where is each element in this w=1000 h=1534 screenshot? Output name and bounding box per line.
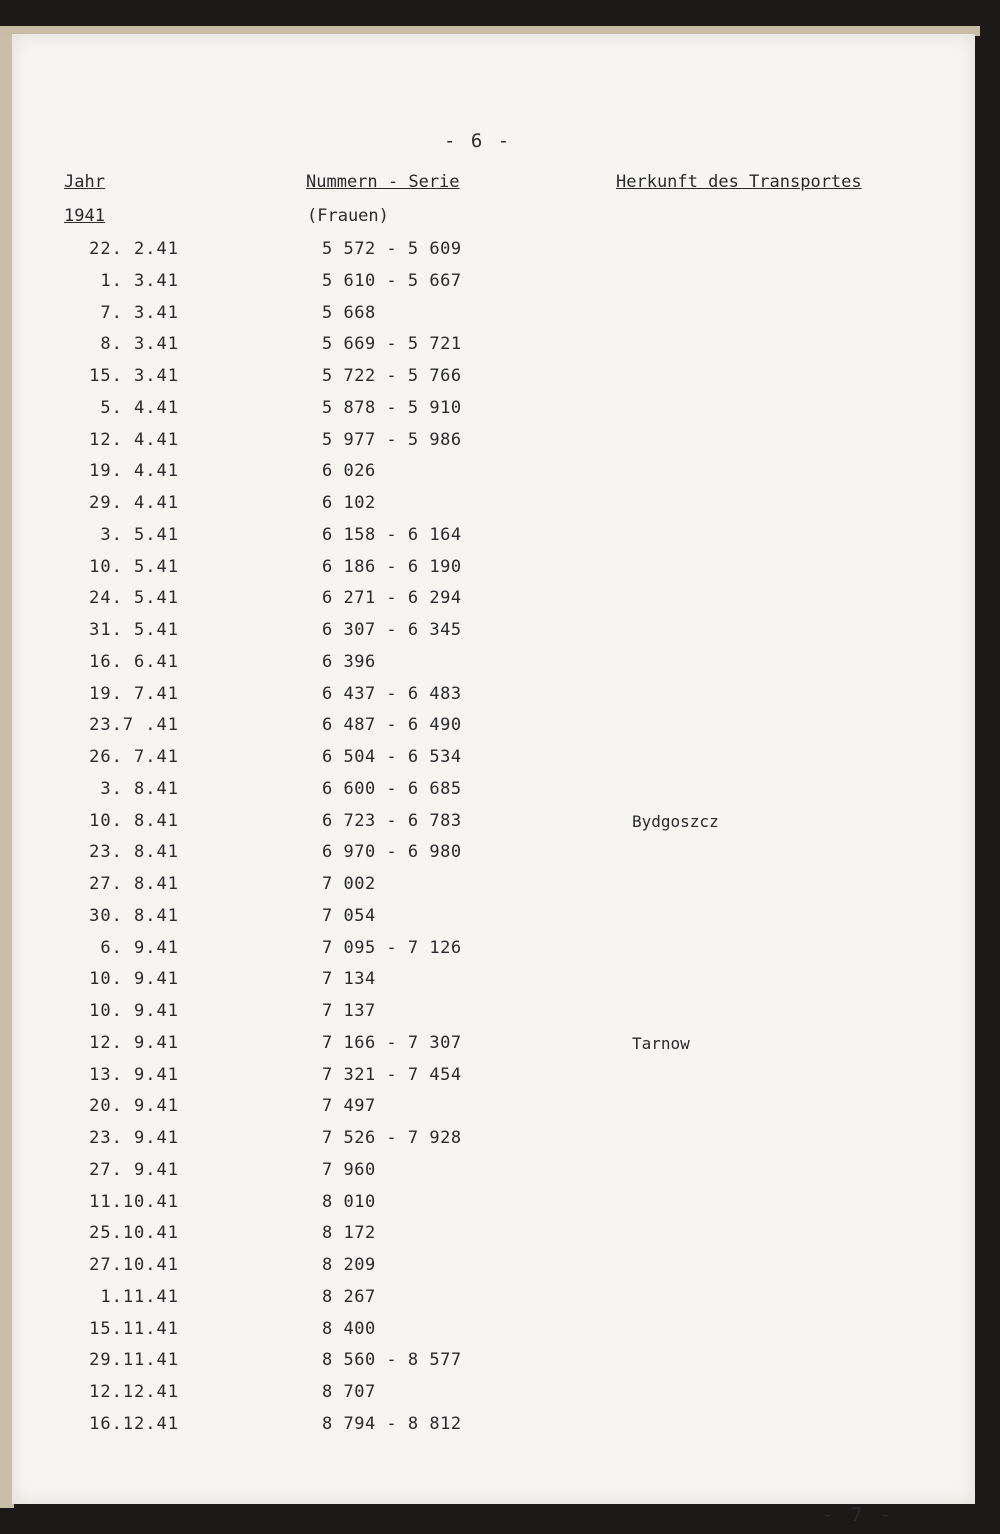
- row-date: 12. 4.41: [89, 429, 179, 450]
- row-date: 10. 9.41: [89, 1001, 179, 1021]
- row-number-series: 6 158 - 6 164: [322, 524, 462, 545]
- row-number-series: 6 102: [322, 493, 376, 513]
- table-row: [12, 1345, 975, 1377]
- table-row: [12, 964, 975, 996]
- table-row: [12, 298, 975, 330]
- row-number-series: 5 610 - 5 667: [322, 270, 462, 291]
- row-date: 24. 5.41: [89, 588, 179, 609]
- table-row: [12, 583, 975, 615]
- table-row: [12, 266, 975, 298]
- table-row: [12, 615, 975, 647]
- document-page: [12, 34, 975, 1526]
- row-number-series: 5 878 - 5 910: [322, 397, 462, 418]
- year-label: 1941: [64, 206, 105, 226]
- table-row: [12, 1377, 975, 1409]
- table-row: [12, 456, 975, 488]
- row-date: 19. 7.41: [89, 683, 179, 704]
- row-date: 6. 9.41: [100, 937, 179, 958]
- row-number-series: 8 794 - 8 812: [322, 1413, 462, 1434]
- row-origin: Bydgoszcz: [632, 811, 719, 831]
- table-row: [12, 520, 975, 552]
- row-number-series: 6 396: [322, 651, 376, 672]
- row-number-series: 7 497: [322, 1096, 376, 1117]
- row-date: 16. 6.41: [89, 651, 179, 672]
- row-number-series: 8 010: [322, 1191, 376, 1212]
- header-date: Jahr: [64, 172, 105, 192]
- row-date: 31. 5.41: [89, 620, 179, 640]
- row-date: 16.12.41: [89, 1413, 179, 1434]
- table-row: [12, 1028, 975, 1060]
- row-number-series: 6 970 - 6 980: [322, 842, 462, 863]
- table-row: [12, 806, 975, 838]
- row-number-series: 7 002: [322, 874, 376, 894]
- row-date: 3. 5.41: [100, 524, 179, 545]
- table-row: [12, 234, 975, 266]
- row-date: 12.12.41: [89, 1382, 179, 1402]
- header-origin: Herkunft des Transportes: [616, 172, 862, 192]
- row-date: 15. 3.41: [89, 366, 179, 386]
- row-number-series: 8 707: [322, 1382, 376, 1402]
- row-date: 20. 9.41: [89, 1096, 179, 1117]
- row-number-series: 7 137: [322, 1001, 376, 1021]
- row-number-series: 6 723 - 6 783: [322, 810, 462, 831]
- row-date: 22. 2.41: [89, 239, 179, 259]
- row-number-series: 5 722 - 5 766: [322, 366, 462, 386]
- page-number: - 6 -: [444, 130, 512, 152]
- row-number-series: 8 267: [322, 1286, 376, 1307]
- table-row: [12, 1123, 975, 1155]
- row-date: 19. 4.41: [89, 461, 179, 482]
- row-date: 5. 4.41: [100, 397, 179, 418]
- table-row: [12, 933, 975, 965]
- table-row: [12, 393, 975, 425]
- row-number-series: 7 095 - 7 126: [322, 937, 462, 958]
- table-row: [12, 361, 975, 393]
- row-date: 7. 3.41: [100, 302, 179, 323]
- table-row: [12, 1091, 975, 1123]
- row-number-series: 6 307 - 6 345: [322, 620, 462, 640]
- row-number-series: 6 026: [322, 461, 376, 482]
- table-row: [12, 425, 975, 457]
- row-number-series: 6 437 - 6 483: [322, 683, 462, 704]
- table-row: [12, 552, 975, 584]
- row-number-series: 5 668: [322, 302, 376, 323]
- table-row: [12, 742, 975, 774]
- transport-list: [12, 234, 975, 1441]
- table-row: [12, 1409, 975, 1441]
- row-number-series: 7 134: [322, 969, 376, 990]
- row-number-series: 5 669 - 5 721: [322, 334, 462, 355]
- row-number-series: 5 572 - 5 609: [322, 239, 462, 259]
- row-date: 29.11.41: [89, 1350, 179, 1371]
- row-number-series: 6 186 - 6 190: [322, 556, 462, 577]
- row-number-series: 5 977 - 5 986: [322, 429, 462, 450]
- table-row: [12, 837, 975, 869]
- table-row: [12, 1187, 975, 1219]
- table-row: [12, 710, 975, 742]
- row-date: 15.11.41: [89, 1318, 179, 1339]
- row-date: 8. 3.41: [100, 334, 179, 355]
- header-numbers: Nummern - Serie: [306, 172, 460, 192]
- table-row: [12, 1218, 975, 1250]
- row-date: 23.7 .41: [89, 715, 179, 736]
- row-number-series: 8 560 - 8 577: [322, 1350, 462, 1371]
- subheader-women: (Frauen): [307, 206, 389, 226]
- row-date: 1. 3.41: [100, 270, 179, 291]
- table-row: [12, 647, 975, 679]
- row-number-series: 7 526 - 7 928: [322, 1128, 462, 1148]
- row-date: 29. 4.41: [89, 493, 179, 513]
- table-row: [12, 1282, 975, 1314]
- table-row: [12, 774, 975, 806]
- row-date: 10. 8.41: [89, 810, 179, 831]
- row-date: 12. 9.41: [89, 1032, 179, 1053]
- table-row: [12, 329, 975, 361]
- table-row: [12, 869, 975, 901]
- row-number-series: 8 400: [322, 1318, 376, 1339]
- table-row: [12, 1060, 975, 1092]
- table-row: [12, 1155, 975, 1187]
- row-date: 27.10.41: [89, 1255, 179, 1275]
- row-date: 23. 9.41: [89, 1128, 179, 1148]
- row-date: 27. 9.41: [89, 1159, 179, 1180]
- row-number-series: 8 172: [322, 1223, 376, 1244]
- row-number-series: 8 209: [322, 1255, 376, 1275]
- row-date: 25.10.41: [89, 1223, 179, 1244]
- table-row: [12, 996, 975, 1028]
- row-date: 10. 9.41: [89, 969, 179, 990]
- row-number-series: 7 054: [322, 905, 376, 926]
- next-page-marker: - 7 -: [822, 1504, 895, 1526]
- row-number-series: 6 271 - 6 294: [322, 588, 462, 609]
- table-row: [12, 488, 975, 520]
- row-number-series: 7 960: [322, 1159, 376, 1180]
- row-date: 13. 9.41: [89, 1064, 179, 1085]
- table-row: [12, 679, 975, 711]
- row-date: 30. 8.41: [89, 905, 179, 926]
- row-number-series: 6 504 - 6 534: [322, 747, 462, 767]
- table-row: [12, 1250, 975, 1282]
- row-origin: Tarnow: [632, 1033, 690, 1053]
- row-number-series: 7 321 - 7 454: [322, 1064, 462, 1085]
- row-date: 3. 8.41: [100, 778, 179, 799]
- table-row: [12, 901, 975, 933]
- row-date: 1.11.41: [100, 1286, 179, 1307]
- row-number-series: 6 487 - 6 490: [322, 715, 462, 736]
- row-date: 11.10.41: [89, 1191, 179, 1212]
- row-date: 23. 8.41: [89, 842, 179, 863]
- row-number-series: 7 166 - 7 307: [322, 1032, 462, 1053]
- row-date: 27. 8.41: [89, 874, 179, 894]
- table-row: [12, 1314, 975, 1346]
- row-date: 26. 7.41: [89, 747, 179, 767]
- row-date: 10. 5.41: [89, 556, 179, 577]
- row-number-series: 6 600 - 6 685: [322, 778, 462, 799]
